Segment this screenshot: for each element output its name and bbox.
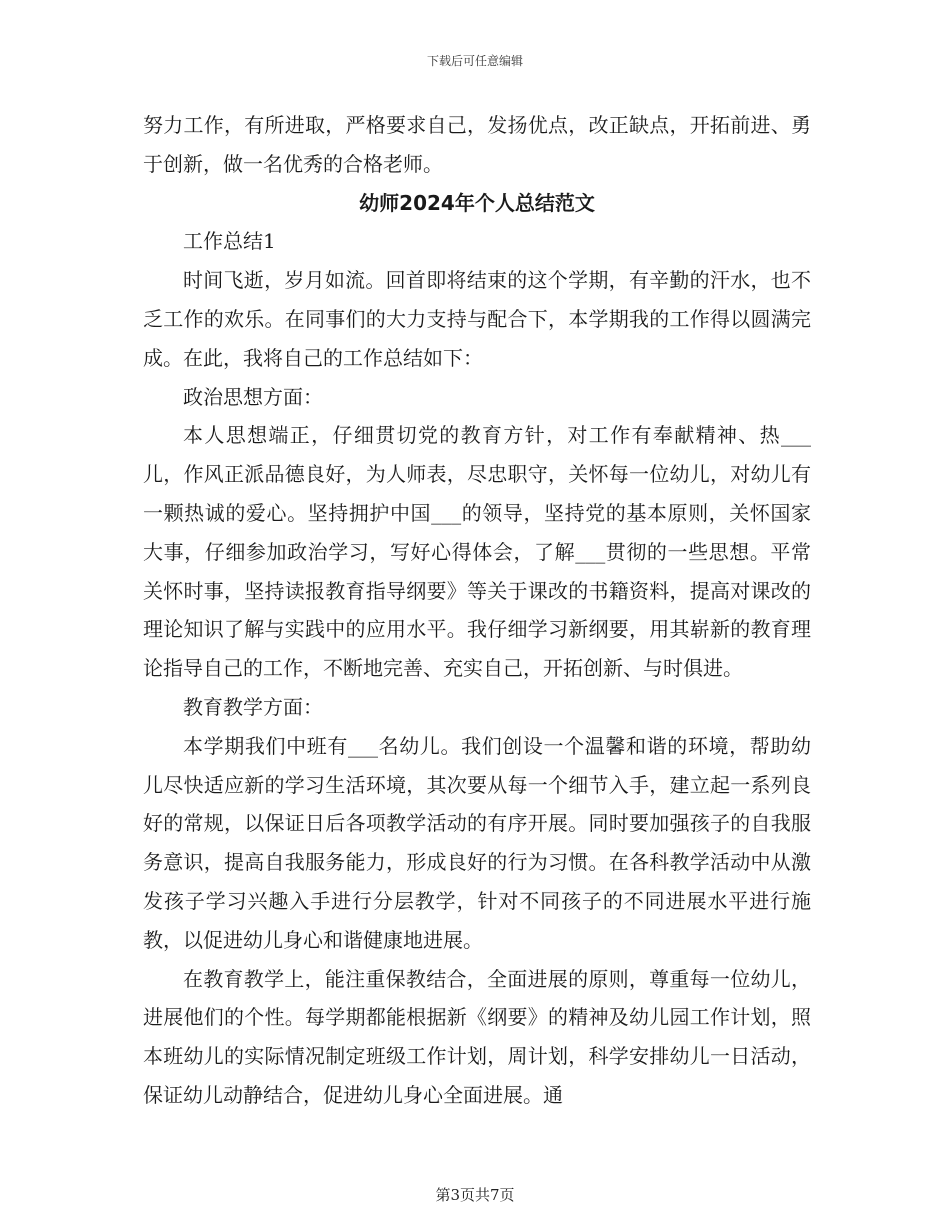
page-number: 第3页共7页 [435,1186,515,1204]
paragraph-teaching-1: 本学期我们中班有___名幼儿。我们创设一个温馨和谐的环境，帮助幼儿尽快适应新的学习生活环境，其次要从每一个细节入手，建立起一系列良好的常规，以保证日后各项教学活动的有序开展。同时要加强孩子的自我服务意识，提高自我服务能力，形成良好的行为习惯。在各科教学活动中从激发孩子学习兴趣入手进行分层教学，针对不同孩子的不同进展水平进行施教，以促进幼儿身心和谐健康地进展。 [143,733,811,952]
paragraph-intro: 时间飞逝，岁月如流。回首即将结束的这个学期，有辛勤的汗水，也不乏工作的欢乐。在同事们的大力支持与配合下，本学期我的工作得以圆满完成。在此，我将自己的工作总结如下： [143,268,811,370]
subheading-work-summary: 工作总结1 [183,229,276,254]
document-body [143,106,811,1115]
page-header-note: 下载后可任意编辑 [426,54,523,68]
paragraph-political: 本人思想端正，仔细贯切党的教育方针，对工作有奉献精神、热___儿，作风正派品德良好，为人师表，尽忠职守，关怀每一位幼儿，对幼儿有一颗热诚的爱心。坚持拥护中国___的领导，坚持党的基本原则，关怀国家大事，仔细参加政治学习，写好心得体会，了解___贯彻的一些思想。平常关怀时事，坚持读报教育指导纲要》等关于课改的书籍资料，提高对课改的理论知识了解与实践中的应用水平。我仔细学习新纲要，用其崭新的教育理论指导自己的工作，不断地完善、充实自己，开拓创新、与时俱进。 [143,423,811,681]
section-title: 幼师2024年个人总结范文 [359,190,595,215]
paragraph-teaching-2: 在教育教学上，能注重保教结合，全面进展的原则，尊重每一位幼儿，进展他们的个性。每学期都能根据新《纲要》的精神及幼儿园工作计划，照本班幼儿的实际情况制定班级工作计划，周计划，科学安排幼儿一日活动，保证幼儿动静结合，促进幼儿身心全面进展。通 [143,966,811,1107]
subheading-teaching: 教育教学方面： [183,694,323,719]
paragraph-continued: 努力工作，有所进取，严格要求自己，发扬优点，改正缺点，开拓前进、勇于创新，做一名优秀的合格老师。 [143,113,811,176]
subheading-political: 政治思想方面： [183,384,323,409]
